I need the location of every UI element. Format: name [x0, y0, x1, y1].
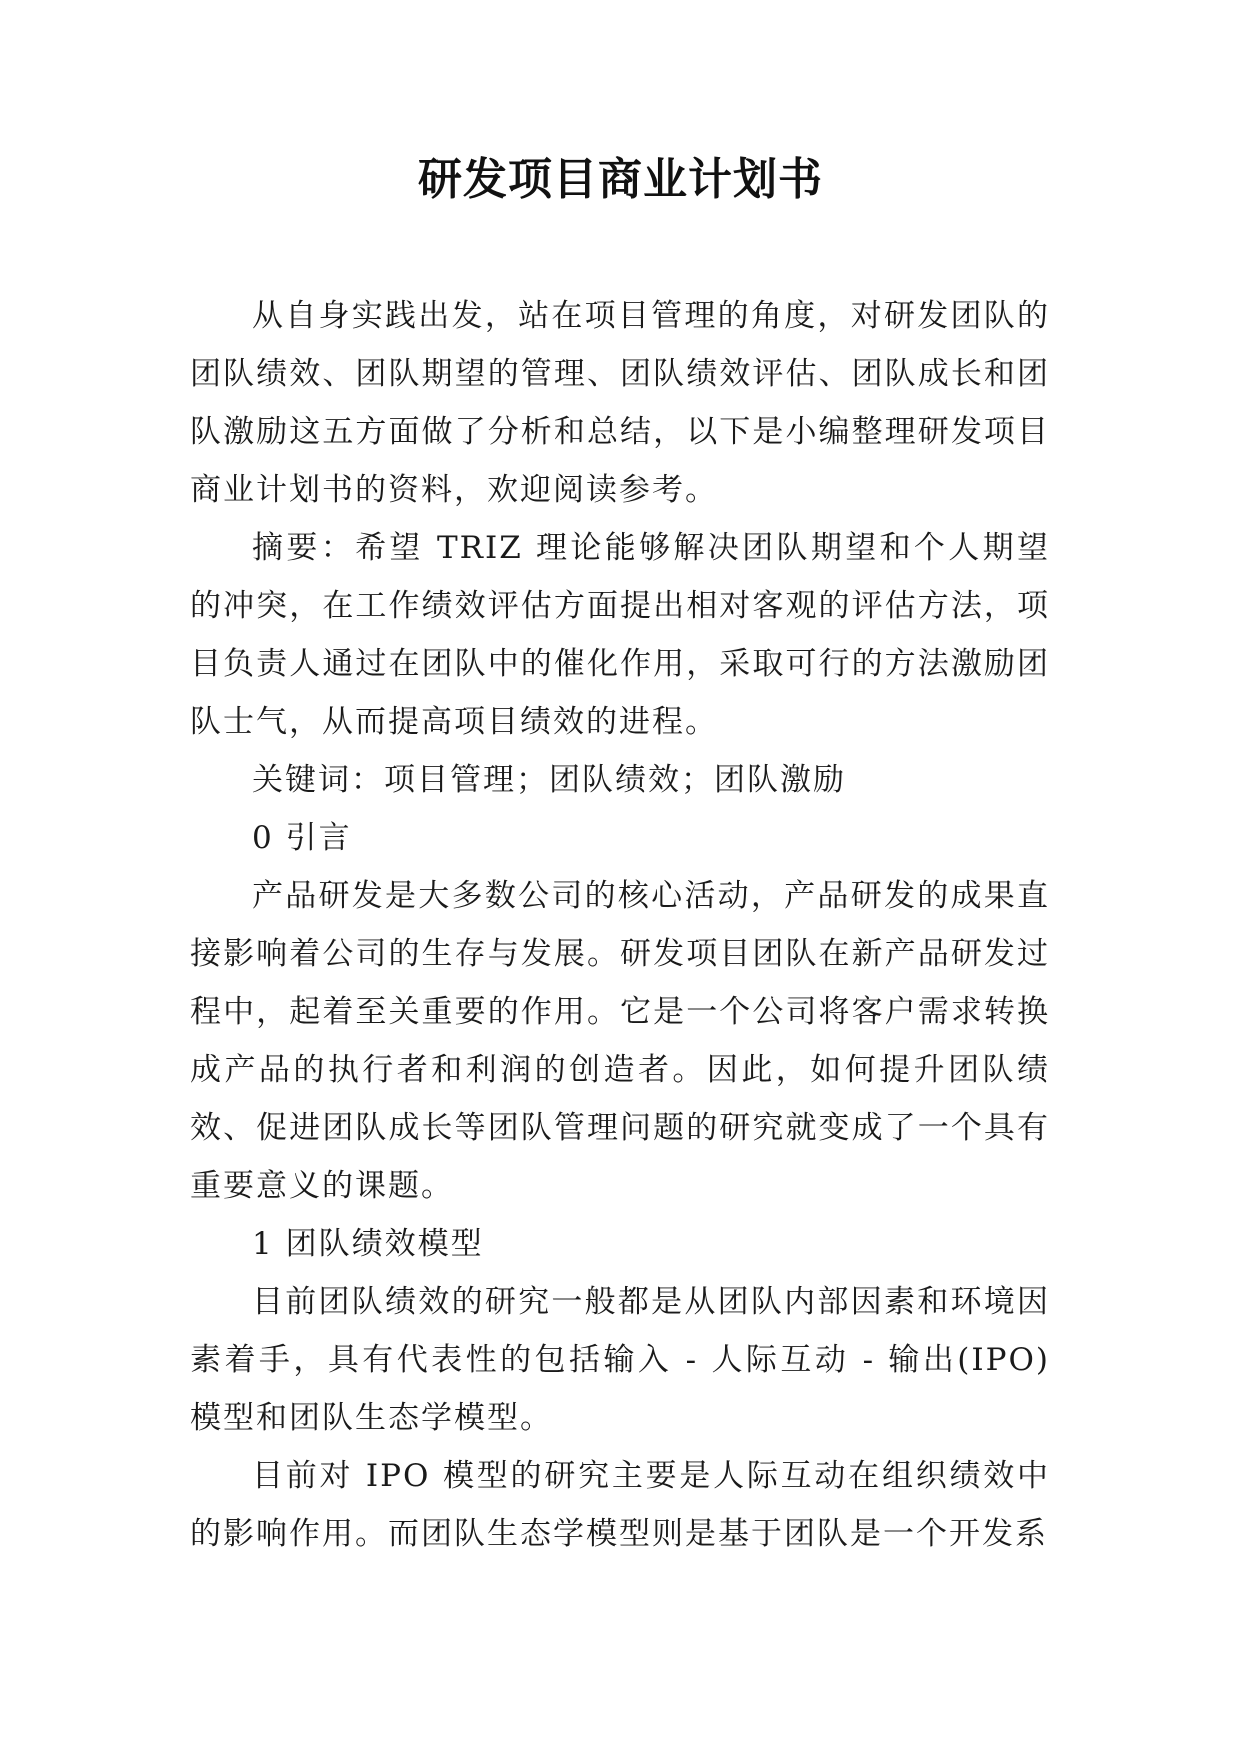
- document-body: [190, 287, 1050, 1563]
- section-heading-introduction: 0 引言: [252, 820, 352, 856]
- document-title: 研发项目商业计划书: [418, 154, 823, 205]
- paragraph-model-overview: 目前团队绩效的研究一般都是从团队内部因素和环境因素着手，具有代表性的包括输入 - 人际互动 - 输出(IPO) 模型和团队生态学模型。: [190, 1284, 1050, 1436]
- paragraph-intro: 从自身实践出发，站在项目管理的角度，对研发团队的团队绩效、团队期望的管理、团队绩效评估、团队成长和团队激励这五方面做了分析和总结，以下是小编整理研发项目商业计划书的资料，欢迎阅读参考。: [190, 298, 1050, 508]
- paragraph-ipo-model: 目前对 IPO 模型的研究主要是人际互动在组织绩效中的影响作用。而团队生态学模型则是基于团队是一个开发系: [190, 1458, 1050, 1552]
- paragraph-keywords: 关键词：项目管理；团队绩效；团队激励: [252, 762, 846, 798]
- section-heading-team-performance-model: 1 团队绩效模型: [252, 1226, 484, 1262]
- paragraph-abstract: 摘要：希望 TRIZ 理论能够解决团队期望和个人期望的冲突，在工作绩效评估方面提出相对客观的评估方法，项目负责人通过在团队中的催化作用，采取可行的方法激励团队士气，从而提高项目绩效的进程。: [190, 530, 1050, 740]
- paragraph-introduction: 产品研发是大多数公司的核心活动，产品研发的成果直接影响着公司的生存与发展。研发项目团队在新产品研发过程中，起着至关重要的作用。它是一个公司将客户需求转换成产品的执行者和利润的创造者。因此，如何提升团队绩效、促进团队成长等团队管理问题的研究就变成了一个具有重要意义的课题。: [190, 878, 1050, 1204]
